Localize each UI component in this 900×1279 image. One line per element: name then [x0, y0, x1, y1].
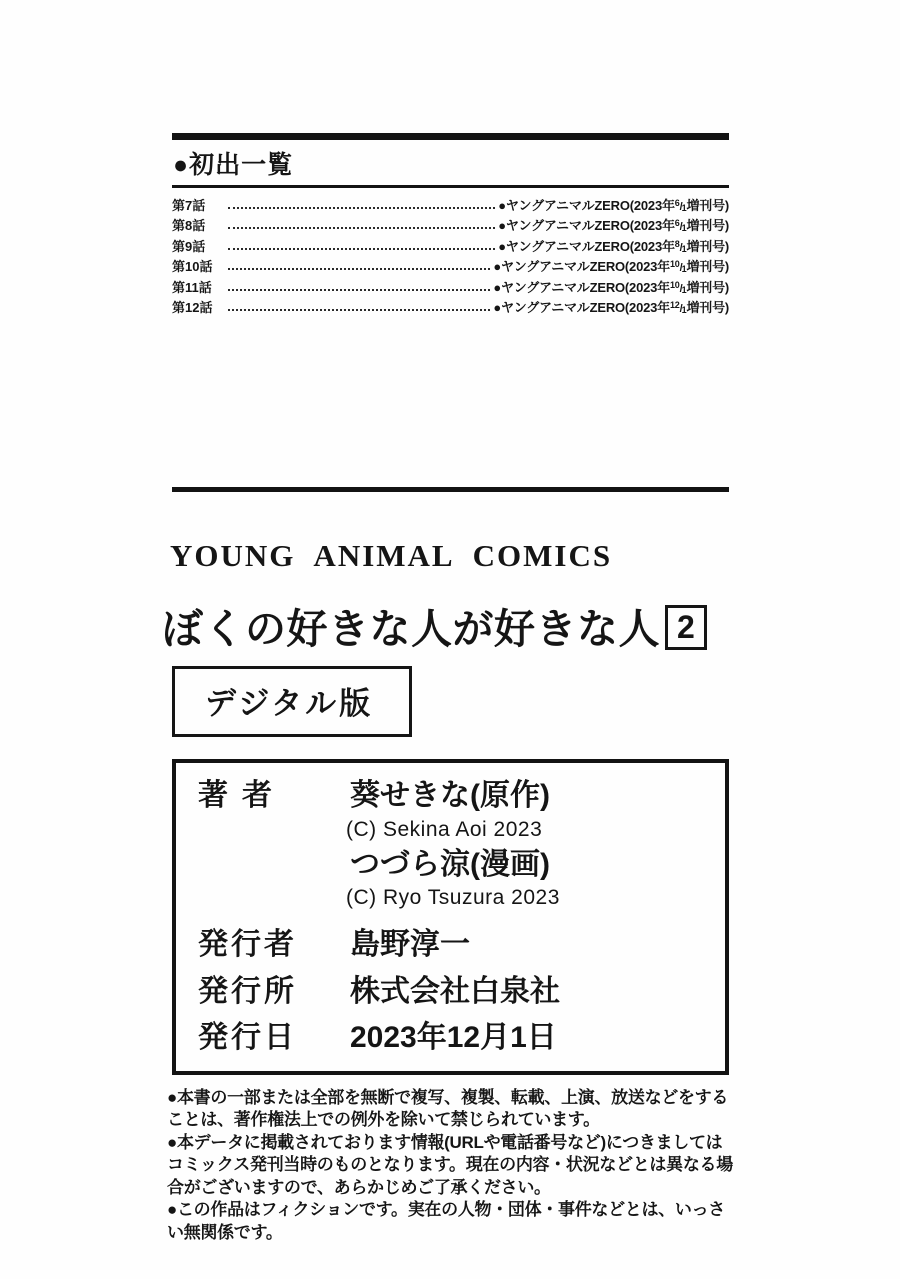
fraction-slash: /	[679, 221, 682, 233]
issue-day: 1	[681, 223, 687, 233]
dot-leader	[228, 227, 495, 229]
issue-month: 6	[674, 218, 680, 228]
fraction-slash: /	[679, 241, 682, 254]
author-artist: つづら涼(漫画)	[350, 847, 550, 881]
publishing-house-name: 株式会社白泉社	[350, 974, 560, 1008]
digital-edition-badge: デジタル版	[172, 666, 412, 737]
publication-row	[172, 216, 729, 237]
chapter-label: 第9話	[172, 238, 206, 254]
section-divider	[172, 487, 729, 492]
issue-pre: ●ヤングアニマルZERO(2023年	[498, 218, 675, 233]
issue-post: 増刊号)	[686, 238, 729, 254]
colophon-box	[172, 759, 729, 1075]
series-label: YOUNG ANIMAL COMICS	[170, 538, 613, 573]
publication-row	[172, 298, 729, 319]
issue-label	[493, 277, 729, 298]
book-title-row	[162, 596, 707, 655]
publishing-house-label: 発行所	[198, 974, 297, 1008]
dot-leader	[228, 248, 495, 250]
publication-row	[172, 195, 729, 216]
publication-row	[172, 257, 729, 278]
issue-day: 1	[681, 243, 687, 254]
first-publication-heading: ●初出一覧	[173, 151, 294, 179]
first-publication-section	[172, 133, 729, 318]
chapter-label: 第10話	[172, 259, 213, 274]
chapter-label: 第8話	[172, 218, 206, 233]
volume-number-badge: 2	[665, 605, 707, 650]
publisher-name: 島野淳一	[350, 928, 470, 962]
publisher-label: 発行者	[198, 928, 297, 962]
fraction-slash: /	[679, 282, 682, 295]
chapter-label: 第7話	[172, 197, 206, 213]
issue-label	[498, 215, 729, 236]
fraction-slash: /	[679, 262, 682, 274]
publication-row	[172, 236, 729, 257]
issue-day: 1	[681, 284, 687, 295]
issue-month: 12	[669, 300, 680, 310]
publication-date-label: 発行日	[198, 1021, 297, 1055]
dot-leader	[228, 289, 490, 291]
issue-label	[493, 256, 729, 277]
author-original-copyright: (C) Sekina Aoi 2023	[346, 817, 543, 841]
issue-post: 増刊号)	[686, 197, 729, 213]
issue-label	[498, 236, 729, 257]
issue-pre: ●ヤングアニマルZERO(2023年	[498, 238, 675, 254]
legal-paragraph-copyright: ●本書の一部または全部を無断で複写、複製、転載、上演、放送などをすることは、著作権法上での例外を除いて禁じられています。	[167, 1088, 729, 1130]
publishing-house-row	[198, 975, 715, 1010]
issue-day: 1	[681, 202, 687, 213]
issue-day: 1	[681, 264, 687, 274]
legal-paragraph-data-accuracy: ●本データに掲載されております情報(URLや電話番号など)につきましてはコミックス発刊当時のものとなります。現在の内容・状況などとは異なる場合がございますので、あらかじめご了承ください。	[167, 1132, 733, 1197]
issue-month: 10	[669, 279, 680, 290]
issue-month: 10	[669, 259, 680, 269]
issue-day: 1	[681, 305, 687, 315]
dot-leader	[228, 207, 495, 209]
legal-notices	[167, 1087, 737, 1244]
publication-date-value: 2023年12月1日	[350, 1021, 557, 1055]
chapter-label: 第11話	[172, 279, 212, 295]
book-title: ぼくの好きな人が好きな人	[162, 606, 660, 652]
publisher-row	[198, 928, 715, 963]
issue-label	[493, 297, 729, 318]
fraction-slash: /	[679, 303, 682, 315]
author-artist-copyright: (C) Ryo Tsuzura 2023	[346, 886, 560, 910]
author-values	[346, 779, 560, 916]
author-label: 著者	[198, 779, 286, 812]
issue-pre: ●ヤングアニマルZERO(2023年	[493, 259, 670, 274]
issue-pre: ●ヤングアニマルZERO(2023年	[493, 300, 670, 315]
issue-post: 増刊号)	[686, 279, 729, 295]
issue-post: 増刊号)	[686, 300, 729, 315]
top-rule	[172, 133, 729, 140]
author-original: 葵せきな(原作)	[350, 779, 550, 812]
dot-leader	[228, 268, 490, 270]
author-row	[198, 779, 715, 916]
issue-post: 増刊号)	[686, 259, 729, 274]
fraction-slash: /	[679, 200, 682, 213]
dot-leader	[228, 309, 490, 311]
issue-month: 8	[674, 238, 680, 249]
publication-row	[172, 277, 729, 298]
issue-post: 増刊号)	[686, 218, 729, 233]
issue-pre: ●ヤングアニマルZERO(2023年	[493, 279, 670, 295]
heading-underline	[172, 185, 729, 188]
issue-pre: ●ヤングアニマルZERO(2023年	[498, 197, 675, 213]
issue-month: 6	[674, 197, 680, 208]
legal-paragraph-fiction: ●この作品はフィクションです。実在の人物・団体・事件などとは、いっさい無関係です。	[167, 1200, 726, 1242]
chapter-label: 第12話	[172, 300, 213, 315]
publication-date-row	[198, 1021, 715, 1056]
issue-label	[498, 195, 729, 216]
